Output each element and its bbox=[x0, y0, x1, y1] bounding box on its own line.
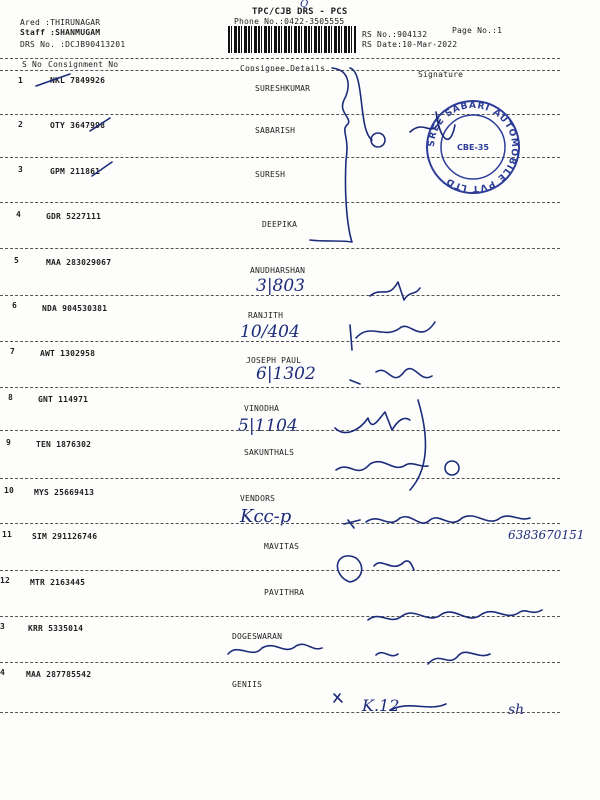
row-sno: 4 bbox=[16, 210, 22, 219]
row-sno: 2 bbox=[18, 120, 24, 129]
signature-stroke bbox=[334, 694, 342, 702]
signature-stroke bbox=[390, 704, 446, 710]
row-sno: 11 bbox=[2, 530, 13, 539]
row-sno: 9 bbox=[6, 438, 12, 447]
row-consignee: VENDORS bbox=[240, 494, 276, 503]
title-mark: Q bbox=[300, 0, 309, 10]
rows-brace-stroke bbox=[350, 68, 372, 140]
signature-stroke bbox=[428, 652, 490, 664]
signature-stroke bbox=[370, 282, 420, 300]
row-consignment: AWT 1302958 bbox=[40, 349, 96, 358]
row-handwritten-note: 3|803 bbox=[256, 276, 305, 296]
row-consignee: PAVITHRA bbox=[264, 588, 305, 597]
row-sno: 1 bbox=[18, 76, 24, 85]
col-consignee: Consignee Details bbox=[240, 64, 326, 73]
staff-label: Staff :SHANMUGAM bbox=[20, 28, 101, 37]
row-consignment: NDA 904530381 bbox=[42, 304, 108, 313]
col-signature: Signature bbox=[418, 70, 464, 79]
row-sno: 3 bbox=[0, 622, 6, 631]
row-consignee: JOSEPH PAUL bbox=[246, 356, 302, 365]
page-number: Page No.:1 bbox=[452, 26, 503, 35]
signature-stroke bbox=[376, 653, 398, 656]
row-consignee: VINODHA bbox=[244, 404, 280, 413]
row-handwritten-phone: 6383670151 bbox=[508, 528, 585, 542]
rs-number: RS No.:904132 bbox=[362, 30, 428, 39]
tick-mark bbox=[90, 118, 110, 131]
row-handwritten-note: sh bbox=[508, 702, 525, 718]
group-brace-stroke bbox=[310, 68, 352, 242]
stamp-center-text: CBE-35 bbox=[457, 143, 489, 152]
row-consignee: GENIIS bbox=[232, 680, 263, 689]
circled-mark bbox=[371, 133, 385, 147]
signature-stroke bbox=[336, 462, 428, 471]
signature-stroke bbox=[350, 369, 432, 384]
row-consignment: MAA 287785542 bbox=[26, 670, 92, 679]
row-consignment: TEN 1876302 bbox=[36, 440, 92, 449]
signature-stroke bbox=[335, 412, 410, 433]
signature-stroke bbox=[228, 644, 322, 654]
row-handwritten-note: 5|1104 bbox=[238, 416, 298, 436]
phone-number: Phone No.:0422-3505555 bbox=[234, 17, 345, 26]
row-sno: 3 bbox=[18, 165, 24, 174]
row-sno: 12 bbox=[0, 576, 11, 585]
row-consignee: SABARISH bbox=[255, 126, 296, 135]
row-consignee: SURESHKUMAR bbox=[255, 84, 311, 93]
stamp-ring-text: SREE SABARI AUTOMOBILE PVT LTD bbox=[426, 100, 520, 194]
circled-mark bbox=[445, 461, 459, 475]
row-sno: 6 bbox=[12, 301, 18, 310]
row-handwritten-note: K.12 bbox=[362, 696, 400, 715]
row-handwritten-note: Kcc-p bbox=[240, 506, 292, 527]
row-consignment: SIM 291126746 bbox=[32, 532, 98, 541]
row-consignment: GPM 211861 bbox=[50, 167, 101, 176]
drs-number: DRS No. :DCJB90413201 bbox=[20, 40, 126, 49]
row-consignment: KRR 5335014 bbox=[28, 624, 84, 633]
signature-stroke bbox=[368, 610, 542, 620]
row-consignee: MAVITAS bbox=[264, 542, 300, 551]
col-consignment: Consignment No bbox=[48, 60, 119, 69]
signature-stroke bbox=[337, 556, 414, 582]
row-sno: 5 bbox=[14, 256, 20, 265]
row-consignee: SURESH bbox=[255, 170, 286, 179]
tick-mark bbox=[92, 162, 112, 176]
signature-stroke bbox=[410, 400, 426, 490]
row-sno: 8 bbox=[8, 393, 14, 402]
row-consignment: GNT 114971 bbox=[38, 395, 89, 404]
row-consignment: GDR 5227111 bbox=[46, 212, 102, 221]
row-sno: 10 bbox=[4, 486, 15, 495]
area-label: Ared :THIRUNAGAR bbox=[20, 18, 101, 27]
row-consignment: MYS 25669413 bbox=[34, 488, 95, 497]
row-consignment: MAA 283029067 bbox=[46, 258, 112, 267]
row-consignee: SAKUNTHALS bbox=[244, 448, 295, 457]
row-sno: 4 bbox=[0, 668, 6, 677]
tick-mark bbox=[36, 74, 70, 86]
col-sno: S No bbox=[22, 60, 43, 69]
document-title: TPC/CJB DRS - PCS bbox=[252, 7, 348, 17]
rs-date: RS Date:10-Mar-2022 bbox=[362, 40, 458, 49]
row-consignee: DEEPIKA bbox=[262, 220, 298, 229]
row-consignment: OTY 3647998 bbox=[50, 121, 106, 130]
signature-stroke bbox=[344, 516, 530, 528]
row-sno: 7 bbox=[10, 347, 16, 356]
row-consignee: DOGESWARAN bbox=[232, 632, 283, 641]
row-consignment: NKL 7849926 bbox=[50, 76, 106, 85]
signature-stroke bbox=[350, 322, 435, 350]
row-consignee: ANUDHARSHAN bbox=[250, 266, 306, 275]
row-consignment: MTR 2163445 bbox=[30, 578, 86, 587]
row-handwritten-note: 10/404 bbox=[240, 322, 300, 342]
row-consignee: RANJITH bbox=[248, 311, 284, 320]
row-handwritten-note: 6|1302 bbox=[256, 364, 316, 384]
